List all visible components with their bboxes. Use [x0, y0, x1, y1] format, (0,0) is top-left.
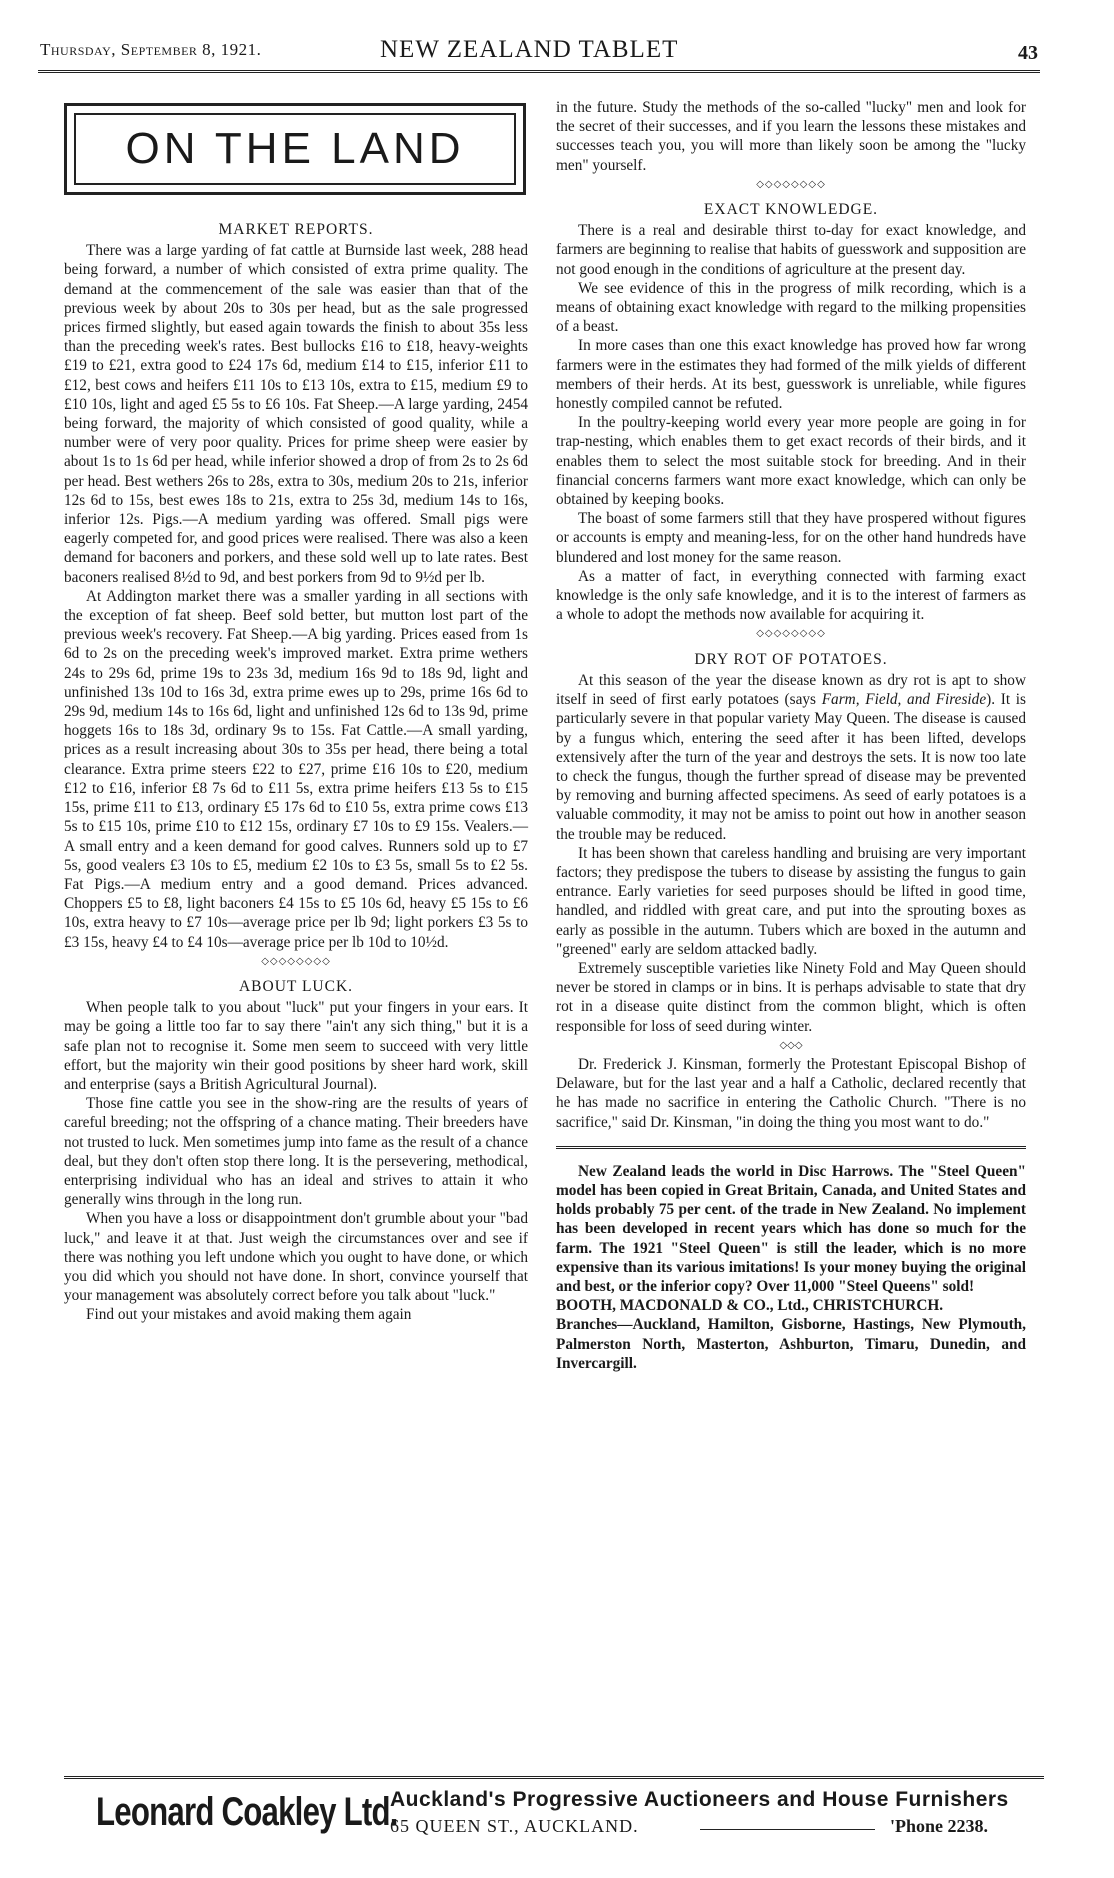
exact-knowledge-paragraph-3: In more cases than one this exact knowledge has proved how far wrong farmers were in the estimates they had formed of the milk yields of different members of their herds. At its best, guesswork is unreliable, while figures honestly compiled cannot be refuted. — [556, 337, 1026, 413]
footer-advert-phone: 'Phone 2238. — [890, 1816, 989, 1836]
footer-advert-brand: Leonard Coakley Ltd. — [96, 1790, 398, 1834]
dry-rot-paragraph-3: Extremely susceptible varieties like Ninety Fold and May Queen should never be stored in clamps or in bins. It is perhaps advisable to state that dry rot in a disease quite distinct from the common blight, which is often responsible for loss of seed during winter. — [556, 959, 1026, 1035]
exact-knowledge-heading: EXACT KNOWLEDGE. — [703, 201, 879, 219]
section-banner — [64, 103, 526, 195]
section-banner-text: ON THE LAND — [125, 124, 465, 173]
advert-rule — [556, 1146, 1026, 1152]
section-banner-inner-border — [74, 113, 516, 185]
dry-rot-text-b: ). It is particularly severe in that popular variety May Queen. The disease is caused by a fungus which, entering the seed after it has been lifted, develops extensively after the turn of the year and destroys the sets. It is now too late to check the fungus, though the further spread of disease may be prevented by removing and burning affected specimens. As seed of early potatoes is a valuable commodity, it may not be amiss to point out how in another season the trouble may be reduced. — [556, 691, 1026, 843]
header-rule — [38, 70, 1040, 75]
footer-leader-line — [700, 1829, 875, 1830]
issue-date: Thursday, September 8, 1921. — [40, 40, 262, 59]
exact-knowledge-paragraph-4: In the poultry-keeping world every year more people are going in for trap-nesting, which enables them to get exact records of their birds, and it enables them to select the most suitable stock for breeding. And in their financial concerns farmers want more exact knowledge, which can only be obtained by keeping books. — [556, 414, 1026, 509]
left-column — [64, 214, 528, 1325]
ornament-divider: ◇◇◇◇◇◇◇◇ — [756, 628, 826, 640]
dry-rot-paragraph-1 — [556, 671, 1026, 844]
about-luck-paragraph-1: When people talk to you about "luck" put your fingers in your ears. It may be going a little too far to say there "ain't any sich thing," but it is a safe plan not to recognise it. Some men seem to succeed with very little effort, but the majority win their good positions by sheer hard work, skill and enterprise (says a British Agricultural Journal). — [64, 999, 528, 1093]
page-number: 43 — [1018, 42, 1038, 64]
dry-rot-source: Farm, Field, and Fireside — [821, 691, 987, 709]
market-reports-burnside: There was a large yarding of fat cattle at Burnside last week, 288 head being forward, a number of which consisted of extra prime quality. The demand at the commencement of the sale was easier than that of the previous week by about 20s to 30s per head, but as the sale progressed prices firmed slightly, but eased again towards the finish to about 35s less than the preceding week's rates. Best bullocks £16 to £18, heavy-weights £19 to £21, extra good to £24 17s 6d, medium £14 to £15, inferior £11 to £12, best cows and heifers £11 10s to £13 10s, extra to £15, medium £9 to £10 10s, light and aged £5 5s to £6 10s. Fat Sheep.—A large yarding, 2454 being forward, the majority of which consisted of good quality, while a number were of very poor quality. Prices for prime sheep were easier by about 1s to 1s 6d per head, while inferior showed a drop of from 2s to 2s 6d per head. Best wethers 26s to 28s, extra to 30s, medium 20s to 21s, inferior 12s 6d to 15s, best ewes 18s to 21s, extra to 25s 3d, medium 14s to 16s, inferior 12s. Pigs.—A medium yarding was offered. Small pigs were eagerly competed for, and good prices were realised. There was also a keen demand for baconers and porkers, and these sold well up to late rates. Best baconers realised 8½d to 9d, and best porkers from 9d to 9½d per lb. — [64, 242, 528, 586]
publication-title: NEW ZEALAND TABLET — [380, 36, 679, 63]
about-luck-paragraph-3: When you have a loss or disappointment don't grumble about your "bad luck," and leave it at that. Just weigh the circumstances over and see if there was nothing you left undone which you ought to have done, or which you did which you should not have done. In short, convince yourself that your management was absolutely correct before you talk about "luck." — [64, 1210, 528, 1305]
short-divider: ◇◇◇ — [779, 1039, 803, 1051]
ornament-divider: ◇◇◇◇◇◇◇◇ — [756, 178, 826, 190]
market-reports-heading: MARKET REPORTS. — [218, 221, 374, 238]
advert-company: BOOTH, MACDONALD & CO., Ltd., CHRISTCHURCH. — [556, 1297, 944, 1315]
dry-rot-paragraph-2: It has been shown that careless handling and bruising are very important factors; they predispose the tubers to disease by assisting the fungus to gain entrance. Early varieties for seed purposes should be lifted in good time, handled, and riddled with great care, and put into the sprouting boxes as early as possible in the autumn. Tubers which are boxed in the autumn and "greened" early are seldom attacked badly. — [556, 844, 1026, 958]
exact-knowledge-paragraph-2: We see evidence of this in the progress of milk recording, which is a means of obtaining exact knowledge with regard to the milking propensities of a beast. — [556, 279, 1026, 336]
exact-knowledge-paragraph-5: The boast of some farmers still that they have prospered without figures or accounts is empty and meaning-less, for on the other hand hundreds have blundered and lost money for the same reason. — [556, 510, 1026, 566]
market-reports-addington: At Addington market there was a smaller yarding in all sections with the exception of fat sheep. Beef sold better, but mutton lost part of the previous week's recovery. Fat Sheep.—A big yarding. Prices eased from 1s 6d to 2s on the preceding week's improved market. Extra prime wethers 24s to 29s 6d, prime 19s to 23s 3d, medium 16s 9d to 18s 9d, light and unfinished 13s 10d to 16s 3d, extra prime ewes up to 29s, prime 16s 6d to 29s 9d, medium 14s to 16s 6d, light and unfinished 12s 6d to 13s 9d, prime hoggets 16s to 18s 3d, ordinary 9s to 15s. Fat Cattle.—A small yarding, prices as a result increasing about 30s to 35s per head, there being a total clearance. Extra prime steers £22 to £27, prime £16 10s to £20, medium £12 to £16, inferior £8 7s 6d to £11 5s, extra prime heifers £13 5s to £15 15s, prime £11 to £13, ordinary £5 17s 6d to £10 5s, extra prime cows £13 5s to £15 10s, prime £10 to £12 15s, ordinary £7 10s to £9 15s. Vealers.—A small entry and a keen demand for good calves. Runners sold up to £7 5s, good vealers £3 10s to £5, medium £2 10s to £3 5s, small 5s to £2 5s. Fat Pigs.—A medium entry and a good demand. Prices advanced. Choppers £5 to £8, light baconers £4 15s to £5 10s 6d, heavy £5 15s to £6 10s, extra heavy to £7 10s—average price per lb 9d; light porkers £3 5s to £3 15s, heavy £4 to £4 10s—average price per lb 10d to 10½d. — [64, 587, 528, 951]
kinsman-note: Dr. Frederick J. Kinsman, formerly the Protestant Episcopal Bishop of Delaware, but for the last year and a half a Catholic, declared recently that he has made no sacrifice in entering the Catholic Church. "There is no sacrifice," said Dr. Kinsman, "in doing the thing you most want to do." — [556, 1055, 1026, 1131]
dry-rot-text-a: At this season of the year the disease known as dry rot is apt to show itself in seed of first early potatoes (says — [556, 671, 1026, 709]
about-luck-paragraph-2: Those fine cattle you see in the show-ring are the results of years of careful breeding; not the offspring of a chance mating. Their breeders have not trusted to luck. Men sometimes jump into fame as the result of a chance deal, but they don't often stop there long. It is the persevering, methodical, enterprising individual who has an ideal and strives to attain it who generally wins through in the long run. — [64, 1095, 528, 1209]
footer-advert-tagline: Auckland's Progressive Auctioneers and House Furnishers — [390, 1788, 1009, 1811]
ornament-divider: ◇◇◇◇◇◇◇◇ — [261, 955, 331, 967]
dry-rot-heading: DRY ROT OF POTATOES. — [694, 650, 888, 668]
advert-branches: Branches—Auckland, Hamilton, Gisborne, Hastings, New Plymouth, Palmerston North, Masterton, Ashburton, Timaru, Dunedin, and Invercargill. — [556, 1316, 1026, 1372]
exact-knowledge-paragraph-6: As a matter of fact, in everything connected with farming exact knowledge is the only safe knowledge, and it is to the interest of farmers as a whole to adopt the methods now available for acquiring it. — [556, 567, 1026, 624]
advert-body: New Zealand leads the world in Disc Harrows. The "Steel Queen" model has been copied in Great Britain, Canada, and United States and holds probably 75 per cent. of the trade in New Zealand. No implement has been developed in recent years which has done so much for the farm. The 1921 "Steel Queen" is still the leader, which is no more expensive than its various imitations! Is your money buying the original and best, or the inferior copy? Over 11,000 "Steel Queens" sold! — [556, 1162, 1026, 1295]
about-luck-heading: ABOUT LUCK. — [238, 977, 354, 995]
right-column — [556, 98, 1026, 1373]
footer-rule — [64, 1776, 1044, 1781]
about-luck-continuation: in the future. Study the methods of the so-called "lucky" men and look for the secret of their successes, and if you learn the lessons these mistakes and successes teach you, you will more than likely soon be among the "lucky men" yourself. — [556, 99, 1026, 174]
about-luck-paragraph-4: Find out your mistakes and avoid making them again — [86, 1306, 412, 1324]
exact-knowledge-paragraph-1: There is a real and desirable thirst to-day for exact knowledge, and farmers are beginning to realise that habits of guesswork and supposition are not good enough in the conditions of agriculture at the present day. — [556, 222, 1026, 278]
footer-advert-address: 65 QUEEN ST., AUCKLAND. — [390, 1816, 639, 1836]
steel-queen-advert — [556, 1162, 1026, 1373]
